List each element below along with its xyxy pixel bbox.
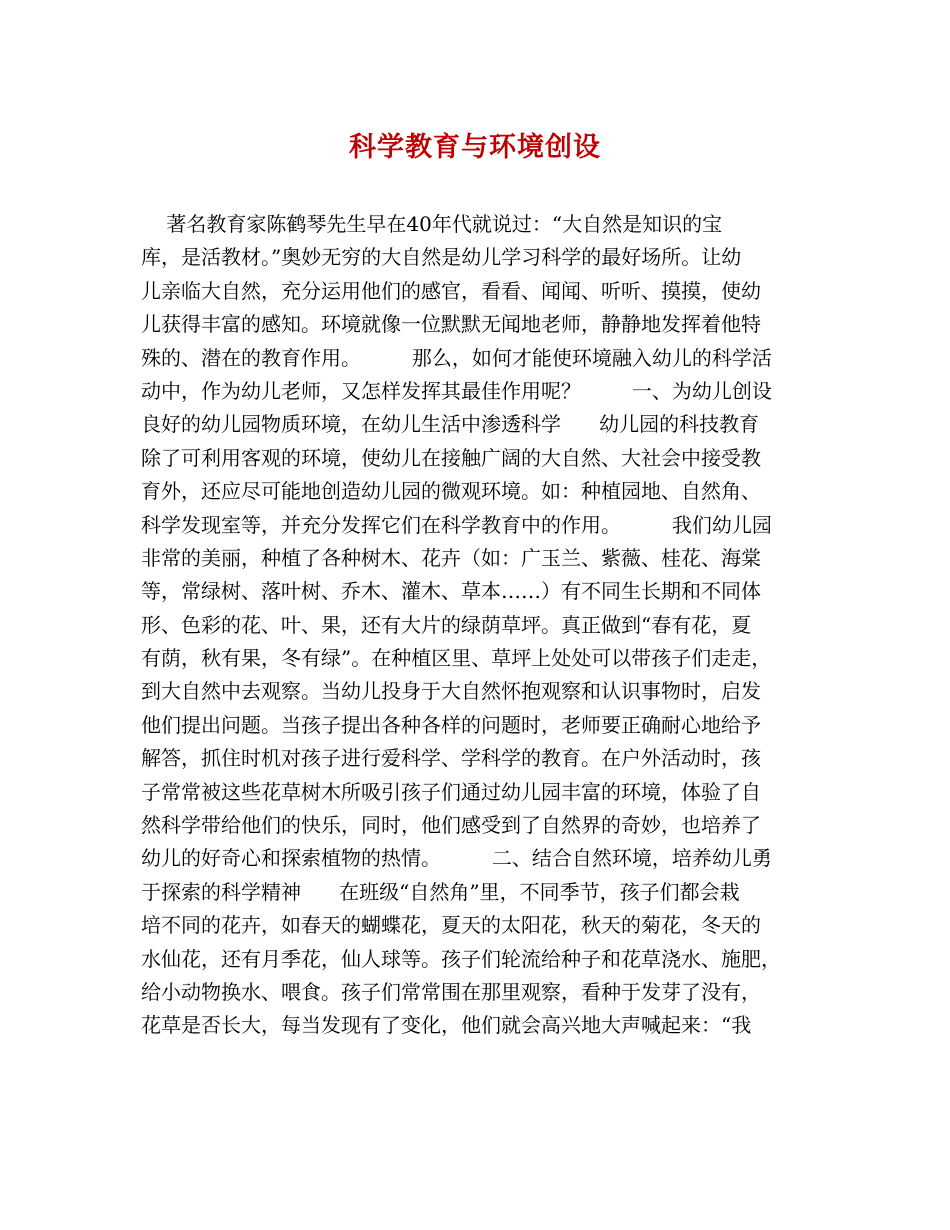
text-line: 子常常被这些花草树木所吸引孩子们通过幼儿园丰富的环境，体验了自 <box>141 779 761 804</box>
text-line: 花草是否长大，每当发现有了变化，他们就会高兴地大声喊起来：“我 <box>141 1013 752 1038</box>
text-line: 到大自然中去观察。当幼儿投身于大自然怀抱观察和认识事物时，启发 <box>141 679 761 704</box>
text-line: 解答，抓住时机对孩子进行爱科学、学科学的教育。在户外活动时，孩 <box>141 746 761 771</box>
text-line: 科学发现室等，并充分发挥它们在科学教育中的作用。 我们幼儿园 <box>141 512 772 537</box>
page-title: 科学教育与环境创设 <box>349 132 601 163</box>
text-line: 除了可利用客观的环境，使幼儿在接触广阔的大自然、大社会中接受教 <box>141 445 761 470</box>
text-line: 给小动物换水、喂食。孩子们常常围在那里观察，看种于发芽了没有， <box>141 979 761 1004</box>
text-line: 然科学带给他们的快乐，同时，他们感受到了自然界的奇妙，也培养了 <box>141 813 761 838</box>
text-line: 动中，作为幼儿老师，又怎样发挥其最佳作用呢？ 一、为幼儿创设 <box>141 378 772 403</box>
text-line: 培不同的花卉，如春天的蝴蝶花，夏天的太阳花，秋天的菊花，冬天的 <box>141 913 761 938</box>
text-line: 儿亲临大自然，充分运用他们的感官，看看、闻闻、听听、摸摸，使幼 <box>141 278 761 303</box>
text-line: 有荫，秋有果，冬有绿”。在种植区里、草坪上处处可以带孩子们走走， <box>141 646 772 671</box>
text-line: 形、色彩的花、叶、果，还有大片的绿荫草坪。真正做到“春有花，夏 <box>141 612 752 637</box>
text-line: 殊的、潜在的教育作用。 那么，如何才能使环境融入幼儿的科学活 <box>141 345 772 370</box>
text-line: 库，是活教材。”奥妙无穷的大自然是幼儿学习科学的最好场所。让幼 <box>141 245 742 270</box>
text-line: 非常的美丽，种植了各种树木、花卉（如：广玉兰、紫薇、桂花、海棠 <box>141 545 761 570</box>
text-line: 等，常绿树、落叶树、乔木、灌木、草本……）有不同生长期和不同体 <box>141 579 761 604</box>
text-line: 良好的幼儿园物质环境，在幼儿生活中渗透科学 幼儿园的科技教育 <box>141 412 760 437</box>
text-line: 水仙花，还有月季花，仙人球等。孩子们轮流给种子和花草浇水、施肥， <box>141 946 781 971</box>
text-line: 育外，还应尽可能地创造幼儿园的微观环境。如：种植园地、自然角、 <box>141 479 761 504</box>
text-line: 著名教育家陈鹤琴先生早在40年代就说过：“大自然是知识的宝 <box>141 212 723 236</box>
text-line: 于探索的科学精神 在班级“自然角”里，不同季节，孩子们都会栽 <box>141 879 740 904</box>
text-line: 儿获得丰富的感知。环境就像一位默默无闻地老师，静静地发挥着他特 <box>141 312 761 337</box>
text-line: 他们提出问题。当孩子提出各种各样的问题时，老师要正确耐心地给予 <box>141 712 761 737</box>
text-line: 幼儿的好奇心和探索植物的热情。 二、结合自然环境，培养幼儿勇 <box>141 846 772 871</box>
body-text <box>141 208 821 1043</box>
